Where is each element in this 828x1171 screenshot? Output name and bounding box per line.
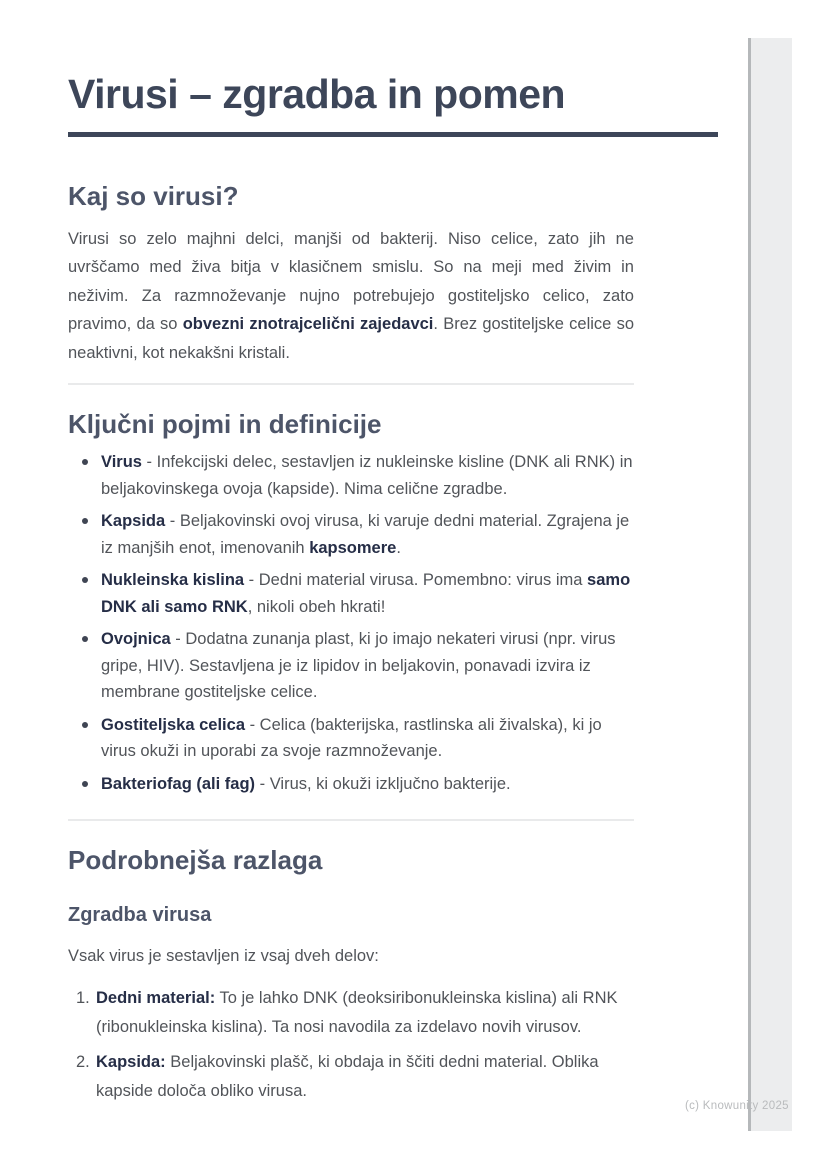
page-edge-strip bbox=[748, 38, 792, 1131]
numbered-item-term: Dedni material: bbox=[96, 989, 216, 1008]
numbered-list-item bbox=[68, 984, 634, 1041]
copyright-credit: (c) Knowunity 2025 bbox=[685, 1100, 789, 1112]
term-separator: - bbox=[170, 630, 186, 649]
section-heading-kaj-so-virusi: Kaj so virusi? bbox=[68, 181, 239, 212]
list-item bbox=[68, 771, 634, 798]
section-heading-kljucni-pojmi: Ključni pojmi in definicije bbox=[68, 409, 382, 440]
term-description-bold: kapsomere bbox=[309, 538, 397, 557]
bullet-icon bbox=[82, 577, 88, 583]
title-underline-rule bbox=[68, 132, 718, 137]
term-description: Celica (bakterijska, rastlinska ali živalska), ki jo virus okuži in uporabi za svoje razmnoževanje. bbox=[101, 715, 602, 761]
term-label: Nukleinska kislina bbox=[101, 571, 245, 590]
list-item bbox=[68, 712, 634, 765]
list-item bbox=[68, 567, 634, 620]
term-description-bold: samo DNK ali samo RNK bbox=[101, 571, 631, 616]
page-content bbox=[68, 0, 634, 1112]
term-separator: - bbox=[244, 571, 259, 590]
section-divider bbox=[68, 383, 634, 385]
bullet-icon bbox=[82, 459, 88, 465]
intro-paragraph bbox=[68, 225, 634, 368]
numbered-list bbox=[68, 984, 634, 1105]
intro-text-before: Virusi so zelo majhni delci, manjši od bakterij. Niso celice, zato jih ne uvrščamo med živa bitja v klasičnem smislu. So na meji med živim in neživim. Za razmnoževanje nujno potrebujejo gostiteljsko celico, zato pravimo, da so bbox=[68, 229, 634, 334]
bullet-icon bbox=[82, 722, 88, 728]
list-item bbox=[68, 449, 634, 502]
term-definition-list bbox=[68, 449, 634, 797]
intro-text-after: . Brez gostiteljske celice so neaktivni, kot nekakšni kristali. bbox=[68, 315, 634, 362]
term-label: Gostiteljska celica bbox=[101, 715, 245, 734]
term-description: Virus, ki okuži izključno bakterije. bbox=[269, 774, 511, 793]
intro-text-bold: obvezni znotrajcelični zajedavci bbox=[182, 315, 434, 334]
term-label: Ovojnica bbox=[101, 630, 171, 649]
list-item bbox=[68, 508, 634, 561]
term-label: Virus bbox=[101, 453, 142, 472]
term-separator: - bbox=[165, 512, 180, 531]
lead-paragraph: Vsak virus je sestavljen iz vsaj dveh delov: bbox=[68, 947, 379, 966]
list-number: 2. bbox=[76, 1053, 90, 1072]
term-description-after: , nikoli obeh hkrati! bbox=[247, 597, 386, 616]
numbered-list-item bbox=[68, 1048, 634, 1105]
section-divider bbox=[68, 819, 634, 821]
term-label: Kapsida bbox=[101, 512, 166, 531]
page-title: Virusi – zgradba in pomen bbox=[68, 71, 566, 117]
term-separator: - bbox=[141, 453, 157, 472]
numbered-item-text bbox=[96, 984, 634, 1041]
numbered-item-text bbox=[96, 1048, 634, 1105]
term-description: Dodatna zunanja plast, ki jo imajo nekateri virusi (npr. virus gripe, HIV). Sestavljena je iz lipidov in beljakovin, ponavadi izvira iz membrane gostiteljske celice. bbox=[101, 630, 616, 702]
numbered-item-desc: Beljakovinski plašč, ki obdaja in ščiti dedni material. Oblika kapside določa obliko virusa. bbox=[96, 1053, 599, 1100]
list-number: 1. bbox=[76, 989, 90, 1008]
section-heading-podrobnejsa-razlaga: Podrobnejša razlaga bbox=[68, 845, 323, 876]
numbered-item-desc: To je lahko DNK (deoksiribonukleinska kislina) ali RNK (ribonukleinska kislina). Ta nosi navodila za izdelavo novih virusov. bbox=[96, 989, 618, 1036]
subsection-heading-zgradba-virusa: Zgradba virusa bbox=[68, 904, 212, 927]
list-item bbox=[68, 626, 634, 706]
bullet-icon bbox=[82, 518, 88, 524]
term-separator: - bbox=[255, 774, 270, 793]
term-description: Infekcijski delec, sestavljen iz nukleinske kisline (DNK ali RNK) in beljakovinskega ovoja (kapside). Nima celične zgradbe. bbox=[101, 453, 633, 498]
numbered-item-term: Kapsida: bbox=[96, 1053, 166, 1072]
term-description: Dedni material virusa. Pomembno: virus ima bbox=[258, 571, 588, 590]
term-label: Bakteriofag (ali fag) bbox=[101, 774, 256, 793]
term-description-after: . bbox=[396, 538, 401, 557]
term-description: Beljakovinski ovoj virusa, ki varuje dedni material. Zgrajena je iz manjših enot, imenovanih bbox=[101, 512, 630, 557]
bullet-icon bbox=[82, 636, 88, 642]
term-separator: - bbox=[245, 715, 260, 734]
bullet-icon bbox=[82, 781, 88, 787]
